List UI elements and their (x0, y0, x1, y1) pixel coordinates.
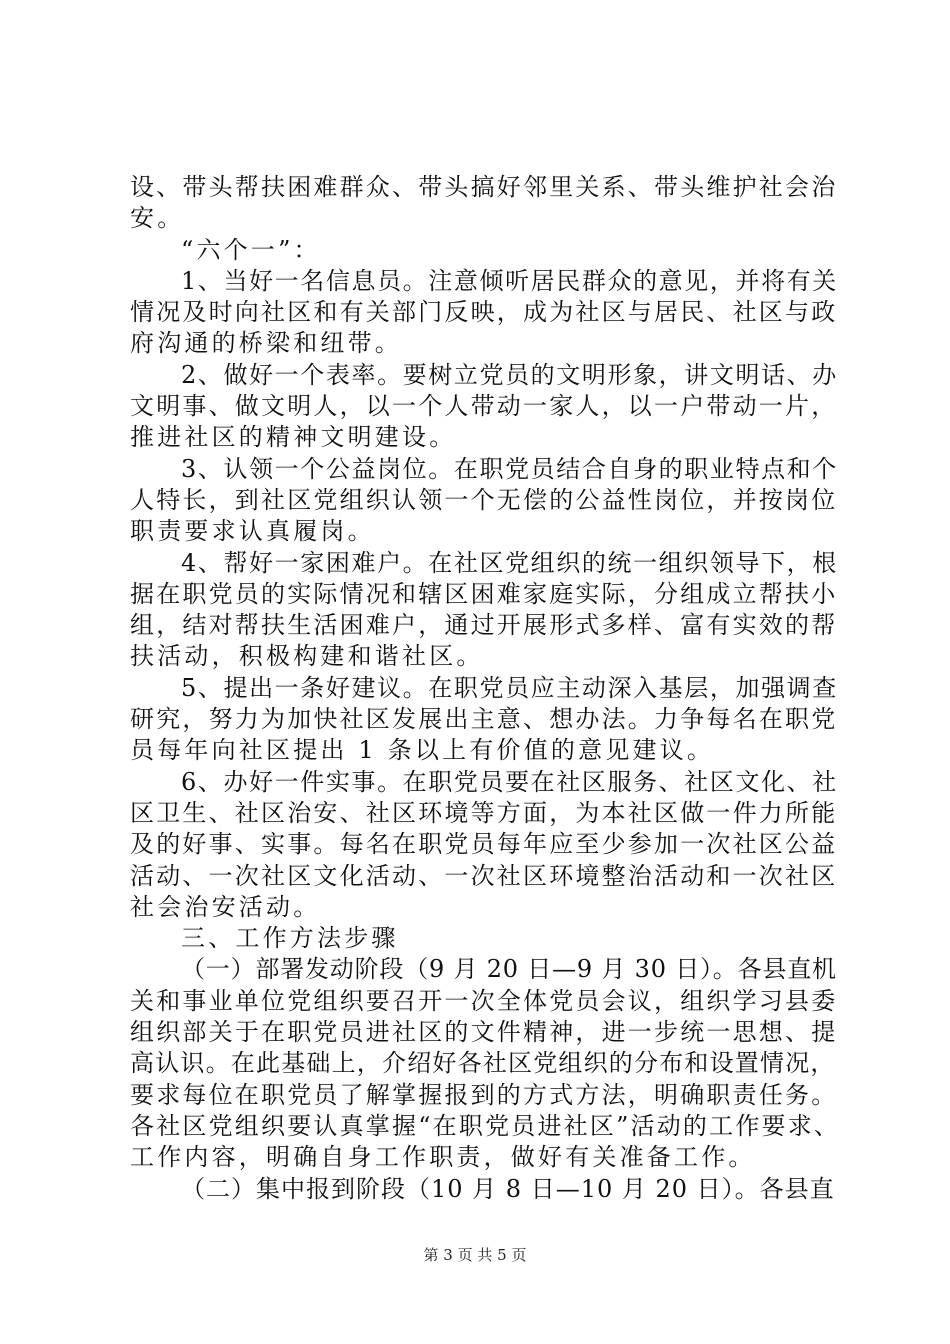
text-line: 高认识。在此基础上，介绍好各社区党组织的分布和设置情况， (130, 1049, 836, 1078)
text-line: 社会治安活动。 (130, 892, 321, 921)
text-line: 要求每位在职党员了解掌握报到的方式方法，明确职责任务。 (130, 1080, 838, 1109)
text-line: （二）集中报到阶段（10 月 8 日—10 月 20 日）。各县直 (181, 1174, 835, 1203)
text-line: 推进社区的精神文明建设。 (130, 423, 457, 452)
page-footer: 第 3 页 共 5 页 (423, 1246, 527, 1264)
text-line: 关和事业单位党组织要召开一次全体党员会议，组织学习县委 (130, 986, 838, 1015)
text-line: 及的好事、实事。每名在职党员每年应至少参加一次社区公益 (130, 830, 838, 859)
text-line: 职责要求认真履岗。 (130, 517, 375, 546)
text-line: 1、当好一名信息员。注意倾听居民群众的意见，并将有关 (181, 266, 838, 295)
text-line: 文明事、做文明人，以一个人带动一家人，以一户带动一片， (130, 392, 838, 421)
text-line: 扶活动，积极构建和谐社区。 (130, 642, 484, 671)
text-line: （一）部署发动阶段（9 月 20 日—9 月 30 日）。各县直机 (181, 955, 837, 984)
text-line: 工作内容，明确自身工作职责，做好有关准备工作。 (130, 1143, 756, 1172)
text-line: 组，结对帮扶生活困难户，通过开展形式多样、富有实效的帮 (130, 611, 838, 640)
text-line: 设、带头帮扶困难群众、带头搞好邻里关系、带头维护社会治 (130, 173, 838, 201)
text-line: 安。 (130, 204, 185, 233)
text-line: 人特长，到社区党组织认领一个无偿的公益性岗位，并按岗位 (130, 485, 838, 514)
document-body (130, 172, 840, 1205)
text-line: 组织部关于在职党员进社区的文件精神，进一步统一思想、提 (130, 1018, 838, 1047)
text-line: 3、认领一个公益岗位。在职党员结合自身的职业特点和个 (181, 454, 838, 483)
text-line: 情况及时向社区和有关部门反映，成为社区与居民、社区与政 (130, 298, 838, 327)
text-line: 员每年向社区提出 1 条以上有价值的意见建议。 (130, 736, 715, 765)
text-line: 4、帮好一家困难户。在社区党组织的统一组织领导下，根 (181, 548, 838, 577)
text-line: 6、办好一件实事。在职党员要在社区服务、社区文化、社 (181, 767, 838, 796)
text-line: 区卫生、社区治安、社区环境等方面，为本社区做一件力所能 (130, 798, 838, 827)
text-line: 活动、一次社区文化活动、一次社区环境整治活动和一次社区 (130, 861, 838, 890)
text-line: 三、工作方法步骤 (181, 924, 399, 953)
text-line: “六个一”： (181, 235, 321, 264)
text-line: 研究，努力为加快社区发展出主意、想办法。力争每名在职党 (130, 705, 838, 734)
text-line: 据在职党员的实际情况和辖区困难家庭实际，分组成立帮扶小 (130, 579, 838, 608)
text-line: 府沟通的桥梁和纽带。 (130, 329, 402, 358)
text-line: 5、提出一条好建议。在职党员应主动深入基层，加强调查 (181, 673, 838, 702)
text-line: 各社区党组织要认真掌握“在职党员进社区”活动的工作要求、 (130, 1111, 841, 1140)
text-line: 2、做好一个表率。要树立党员的文明形象，讲文明话、办 (181, 360, 838, 389)
